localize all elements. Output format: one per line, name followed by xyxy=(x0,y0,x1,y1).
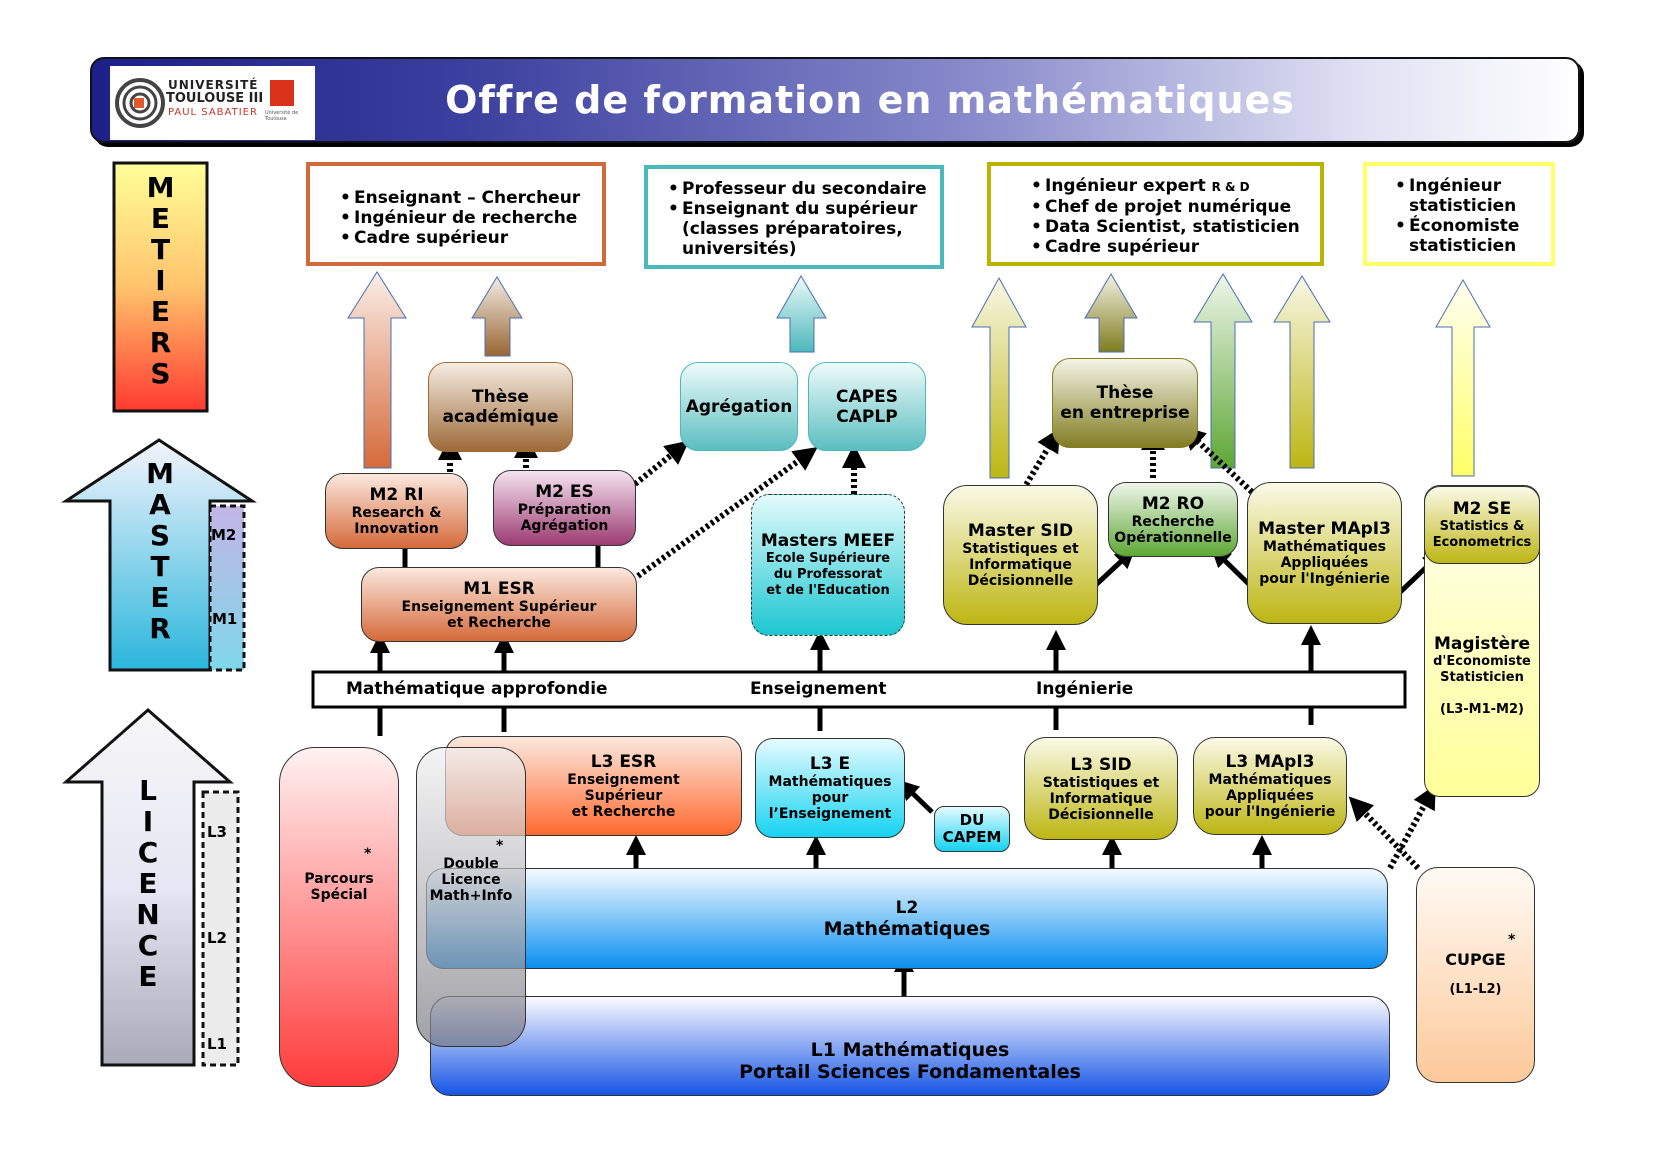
metier-item: • Enseignant du supérieur xyxy=(668,199,928,219)
metier-text: Ingénieur expert xyxy=(1045,176,1206,196)
node-title: Agrégation xyxy=(685,396,793,417)
letter: S xyxy=(150,357,171,390)
node-subtitle: d'Economiste xyxy=(1433,654,1531,669)
node-master-mapi3[interactable] xyxy=(1247,482,1402,624)
node-subtitle: et Recherche xyxy=(571,804,676,820)
node-title: M2 RO xyxy=(1141,493,1205,514)
metier-text-suffix: R & D xyxy=(1211,180,1250,194)
letter: N xyxy=(136,898,160,931)
metiers-label xyxy=(114,172,207,389)
metier-box-research xyxy=(306,162,606,266)
node-title: Master MApI3 xyxy=(1258,519,1391,539)
node-title: L2 xyxy=(895,897,919,918)
node-subtitle: Statisticien xyxy=(1440,670,1524,685)
letter: R xyxy=(149,326,172,359)
licence-label xyxy=(102,775,194,992)
node-subtitle: Math+Info xyxy=(429,888,513,904)
logo-line1: UNIVERSITÉ xyxy=(168,78,259,92)
node-subtitle: CAPLP xyxy=(836,406,898,427)
node-title: Magistère xyxy=(1433,634,1531,654)
metier-text: (classes préparatoires, xyxy=(682,219,903,239)
node-these-academique[interactable] xyxy=(428,362,573,452)
metier-item: • Professeur du secondaire xyxy=(668,179,928,199)
letter: E xyxy=(138,960,158,993)
node-subtitle: Enseignement Supérieur xyxy=(401,598,597,615)
node-m2-es[interactable] xyxy=(493,470,636,546)
metier-item: • Cadre supérieur xyxy=(340,228,590,248)
node-subtitle: Informatique xyxy=(1049,790,1153,807)
letter: L xyxy=(139,774,157,807)
node-subtitle: CAPEM xyxy=(942,828,1002,846)
node-subtitle: Statistics & xyxy=(1439,519,1525,534)
node-title: Double xyxy=(443,856,499,872)
node-title: Master SID xyxy=(967,521,1074,541)
node-title: L3 E xyxy=(809,754,851,774)
metier-item: • Cadre supérieur xyxy=(1031,237,1308,257)
logo-line3: PAUL SABATIER xyxy=(168,107,258,118)
metier-box-stats xyxy=(1363,162,1555,266)
footnote-star: * xyxy=(496,838,504,854)
node-subtitle: Research & xyxy=(351,505,442,521)
node-subtitle: Recherche xyxy=(1131,513,1215,530)
node-title: Masters MEEF xyxy=(760,531,896,551)
node-subtitle: Mathématiques xyxy=(1208,772,1332,788)
metier-item-cont xyxy=(1395,236,1539,256)
track-label-maths: Mathématique approfondie xyxy=(346,679,608,699)
node-title: DU xyxy=(959,811,985,829)
node-title: Thèse xyxy=(472,387,529,407)
node-subtitle: Mathématiques xyxy=(768,774,892,790)
track-label-teaching: Enseignement xyxy=(750,679,887,699)
node-subtitle: Ecole Supérieure xyxy=(765,551,891,566)
node-subtitle: Portail Sciences Fondamentales xyxy=(739,1061,1081,1083)
node-title: Thèse xyxy=(1096,383,1154,403)
node-subtitle: Supérieur xyxy=(584,788,663,804)
node-title: M2 SE xyxy=(1452,499,1512,519)
node-title: M2 ES xyxy=(535,482,594,502)
node-title: Parcours xyxy=(304,871,374,887)
node-subtitle: Innovation xyxy=(354,521,439,537)
node-title: CAPES xyxy=(836,386,898,407)
footnote-star: * xyxy=(1508,932,1516,948)
letter: M xyxy=(146,171,175,204)
track-label-engineering: Ingénierie xyxy=(1036,679,1134,699)
metier-item xyxy=(1031,176,1308,197)
year-m1: M1 xyxy=(212,610,238,628)
metier-item-cont xyxy=(668,239,928,259)
letter: T xyxy=(150,233,171,266)
node-subtitle: Agrégation xyxy=(520,518,609,534)
node-subtitle: Mathématiques xyxy=(823,917,991,940)
node-l3-sid[interactable] xyxy=(1024,737,1178,840)
letter: E xyxy=(138,867,158,900)
metier-box-teaching xyxy=(644,165,944,269)
node-master-sid[interactable] xyxy=(943,485,1098,625)
node-subtitle: et de l'Education xyxy=(766,583,890,598)
letter: R xyxy=(149,612,171,645)
metier-item: • Ingénieur de recherche xyxy=(340,208,590,228)
metier-item-cont xyxy=(1395,196,1539,216)
year-l1: L1 xyxy=(207,1035,227,1053)
node-subtitle: Econometrics xyxy=(1432,535,1532,550)
node-l3-e[interactable] xyxy=(755,738,905,838)
node-title: L3 MApI3 xyxy=(1225,752,1315,772)
node-title: CUPGE xyxy=(1445,950,1506,969)
letter: A xyxy=(149,488,171,521)
node-subtitle: Opérationnelle xyxy=(1114,529,1232,546)
letter: I xyxy=(142,805,154,838)
node-subtitle: pour l'Ingénierie xyxy=(1259,571,1390,587)
node-subtitle: Informatique xyxy=(969,557,1072,573)
node-subtitle: l’Enseignement xyxy=(768,806,892,822)
master-label xyxy=(110,458,210,644)
node-subtitle: Appliquées xyxy=(1280,555,1369,571)
footnote-star: * xyxy=(364,846,372,862)
node-title: L1 Mathématiques xyxy=(810,1039,1010,1061)
node-subtitle: Décisionnelle xyxy=(967,573,1074,589)
node-m1-esr[interactable] xyxy=(361,567,637,642)
node-title: L3 SID xyxy=(1070,754,1132,775)
metier-item: • Économiste xyxy=(1395,216,1539,236)
node-subtitle: (L3-M1-M2) xyxy=(1440,702,1524,717)
logo-sub: Université de Toulouse xyxy=(265,110,299,122)
node-double-licence[interactable] xyxy=(416,747,526,1047)
metier-text: statisticien xyxy=(1409,236,1517,256)
page-title: Offre de formation en mathématiques xyxy=(445,78,1295,122)
node-subtitle: Licence xyxy=(441,872,501,888)
node-title: M2 RI xyxy=(369,485,424,505)
node-subtitle: Préparation xyxy=(517,502,612,518)
node-agregation[interactable] xyxy=(680,362,798,451)
metier-text: statisticien xyxy=(1409,196,1517,216)
logo-line2: TOULOUSE III xyxy=(166,91,264,106)
metier-item: • Ingénieur xyxy=(1395,176,1539,196)
letter: E xyxy=(150,581,170,614)
year-l2: L2 xyxy=(207,929,227,947)
node-cupge[interactable] xyxy=(1416,867,1535,1083)
node-subtitle: (L1-L2) xyxy=(1449,982,1502,997)
node-parcours-special[interactable] xyxy=(279,747,399,1087)
node-title: L3 ESR xyxy=(590,752,657,772)
node-subtitle: Mathématiques xyxy=(1263,539,1386,555)
node-capes[interactable] xyxy=(808,362,926,451)
year-l3: L3 xyxy=(207,823,227,841)
node-subtitle: pour xyxy=(811,790,849,806)
node-m2-se[interactable] xyxy=(1424,486,1540,564)
node-m2-ri[interactable] xyxy=(325,473,468,549)
node-l2[interactable] xyxy=(426,868,1388,969)
metier-box-engineering xyxy=(987,162,1324,266)
letter: E xyxy=(150,202,171,235)
node-l1[interactable] xyxy=(430,996,1390,1096)
node-subtitle: Spécial xyxy=(310,887,368,903)
letter: M xyxy=(146,457,174,490)
letter: C xyxy=(137,929,159,962)
node-subtitle: Appliquées xyxy=(1226,788,1314,804)
node-subtitle: Décisionnelle xyxy=(1048,806,1154,823)
node-du-capem[interactable] xyxy=(934,806,1010,852)
year-m2: M2 xyxy=(211,526,237,544)
node-subtitle: et Recherche xyxy=(447,614,551,631)
letter: T xyxy=(150,550,170,583)
node-subtitle: du Professorat xyxy=(773,567,883,582)
metier-item: • Enseignant – Chercheur xyxy=(340,188,590,208)
metier-item: • Data Scientist, statisticien xyxy=(1031,217,1308,237)
node-title: M1 ESR xyxy=(463,578,535,599)
node-subtitle: Statistiques et xyxy=(962,541,1079,557)
metier-text: universités) xyxy=(682,239,797,259)
node-subtitle: Enseignement xyxy=(567,772,680,788)
letter: E xyxy=(150,295,171,328)
metier-item: • Chef de projet numérique xyxy=(1031,197,1308,217)
node-these-entreprise[interactable] xyxy=(1052,358,1198,448)
letter: C xyxy=(137,836,159,869)
node-subtitle: Statistiques et xyxy=(1042,774,1160,791)
letter: S xyxy=(149,519,171,552)
letter: I xyxy=(155,264,166,297)
node-subtitle: en entreprise xyxy=(1060,403,1190,423)
node-m2-ro[interactable] xyxy=(1108,482,1238,557)
node-l3-mapi3[interactable] xyxy=(1193,737,1347,835)
node-subtitle: académique xyxy=(442,407,559,427)
node-masters-meef[interactable] xyxy=(751,494,905,636)
node-subtitle: pour l'Ingénierie xyxy=(1204,804,1336,820)
metier-item-cont xyxy=(668,219,928,239)
